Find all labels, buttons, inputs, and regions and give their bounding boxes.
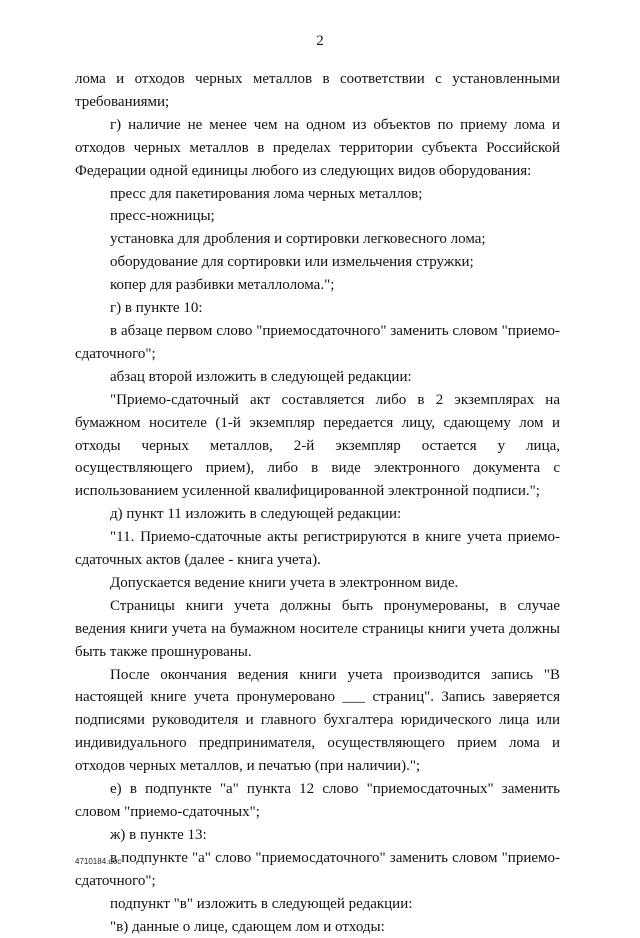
paragraph: "11. Приемо-сдаточные акты регистрируются в книге учета приемо-сдаточных актов (далее - книга учета). xyxy=(75,529,560,569)
paragraph: копер для разбивки металлолома."; xyxy=(110,277,335,294)
paragraph: подпункт "в" изложить в следующей редакции: xyxy=(110,895,413,912)
paragraph: абзац второй изложить в следующей редакции: xyxy=(110,368,412,385)
paragraph: г) в пункте 10: xyxy=(110,300,203,317)
paragraph: Страницы книги учета должны быть пронумерованы, в случае ведения книги учета на бумажном носителе страницы книги учета должны быть также прошнурованы. xyxy=(75,597,560,660)
paragraph: "Приемо-сдаточный акт составляется либо в 2 экземплярах на бумажном носителе (1-й экземпляр передается лицу, сдающему лом и отходы черных металлов, 2-й экземпляр остается у лица, осуществляющего прием), либо в виде электронного документа с использованием усиленной квалифицированной электронной подписи."; xyxy=(75,391,560,500)
paragraph: оборудование для сортировки или измельчения стружки; xyxy=(110,254,474,271)
paragraph: лома и отходов черных металлов в соответствии с установленными требованиями; xyxy=(75,71,560,110)
paragraph: пресс для пакетирования лома черных металлов; xyxy=(110,185,423,202)
paragraph: После окончания ведения книги учета производится запись "В настоящей книге учета пронумеровано ___ страниц". Запись заверяется подписями руководителя и главного бухгалтера юридического лица или индивидуального предпринимателя, осуществляющего прием лома и отходов черных металлов, и печатью (при наличии)."; xyxy=(75,666,560,775)
file-name-footer: 4710184.doc xyxy=(75,857,122,866)
paragraph: д) пункт 11 изложить в следующей редакции: xyxy=(110,506,402,523)
paragraph: е) в подпункте "а" пункта 12 слово "приемосдаточных" заменить словом "приемо-сдаточных"; xyxy=(75,781,560,820)
paragraph: г) наличие не менее чем на одном из объектов по приему лома и отходов черных металлов в пределах территории субъекта Российской Федерации одной единицы любого из следующих видов оборудования: xyxy=(75,116,560,179)
document-body xyxy=(75,68,560,938)
page-number: 2 xyxy=(316,33,324,49)
paragraph: в абзаце первом слово "приемосдаточного" заменить словом "приемо-сдаточного"; xyxy=(75,322,560,362)
paragraph: "в) данные о лице, сдающем лом и отходы: xyxy=(110,918,385,935)
paragraph: пресс-ножницы; xyxy=(110,208,215,225)
paragraph: установка для дробления и сортировки легковесного лома; xyxy=(110,231,486,248)
paragraph: ж) в пункте 13: xyxy=(110,826,207,843)
paragraph: Допускается ведение книги учета в электронном виде. xyxy=(110,574,459,591)
paragraph: в подпункте "а" слово "приемосдаточного" заменить словом "приемо-сдаточного"; xyxy=(75,849,560,889)
